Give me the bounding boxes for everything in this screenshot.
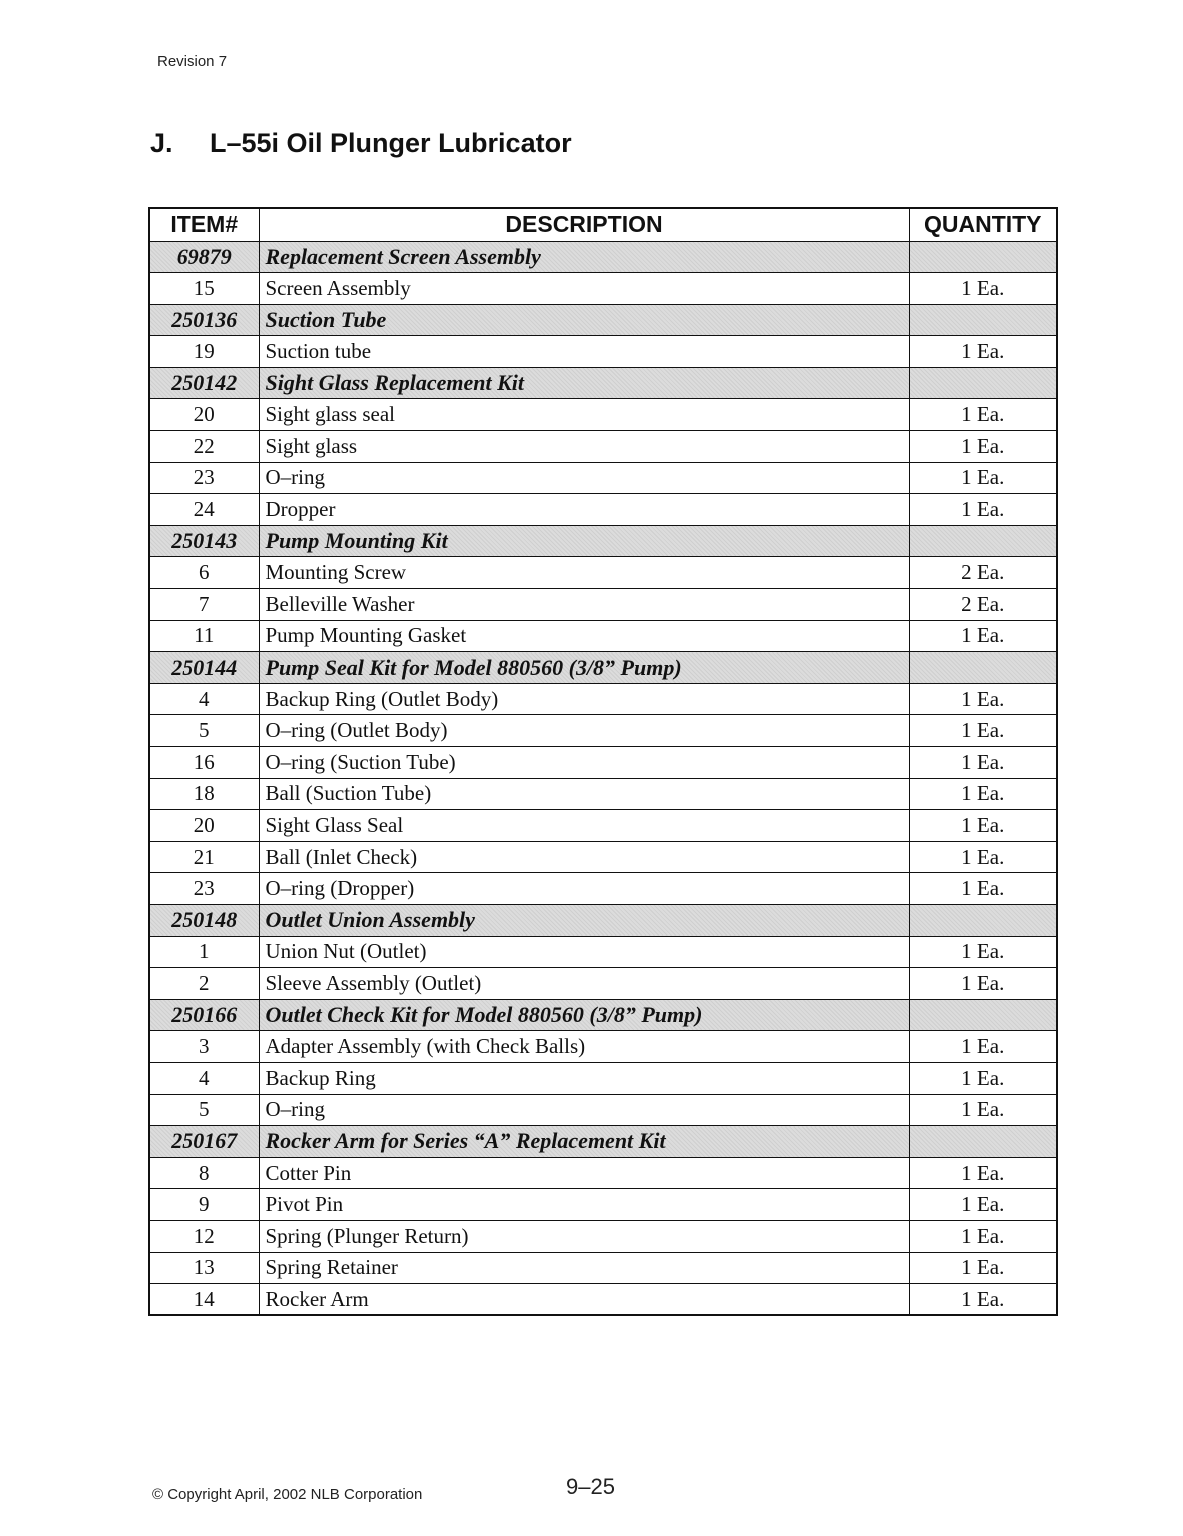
- description-cell: Sleeve Assembly (Outlet): [259, 968, 909, 1000]
- section-letter: J.: [150, 128, 173, 158]
- column-header-description: DESCRIPTION: [259, 208, 909, 241]
- description-cell: Mounting Screw: [259, 557, 909, 589]
- item-cell: 250148: [149, 904, 259, 936]
- kit-header-row: [149, 1126, 1057, 1158]
- table-row: [149, 778, 1057, 810]
- item-cell: 250144: [149, 652, 259, 684]
- description-cell: O–ring (Suction Tube): [259, 747, 909, 779]
- quantity-cell: 1 Ea.: [909, 715, 1057, 747]
- table-row: [149, 1062, 1057, 1094]
- parts-table-body: [149, 241, 1057, 1315]
- item-cell: 11: [149, 620, 259, 652]
- description-cell: Outlet Union Assembly: [259, 904, 909, 936]
- quantity-cell: 1 Ea.: [909, 873, 1057, 905]
- table-row: [149, 1220, 1057, 1252]
- table-row: [149, 462, 1057, 494]
- item-cell: 24: [149, 494, 259, 526]
- table-row: [149, 810, 1057, 842]
- item-cell: 1: [149, 936, 259, 968]
- quantity-cell: [909, 1126, 1057, 1158]
- table-row: [149, 1094, 1057, 1126]
- description-cell: Spring Retainer: [259, 1252, 909, 1284]
- description-cell: Rocker Arm: [259, 1284, 909, 1316]
- quantity-cell: 1 Ea.: [909, 683, 1057, 715]
- description-cell: Rocker Arm for Series “A” Replacement Kit: [259, 1126, 909, 1158]
- section-title-text: L–55i Oil Plunger Lubricator: [210, 128, 572, 158]
- description-cell: Union Nut (Outlet): [259, 936, 909, 968]
- table-row: [149, 968, 1057, 1000]
- item-cell: 9: [149, 1189, 259, 1221]
- item-cell: 14: [149, 1284, 259, 1316]
- description-cell: Sight glass seal: [259, 399, 909, 431]
- description-cell: Sight glass: [259, 431, 909, 463]
- quantity-cell: 1 Ea.: [909, 336, 1057, 368]
- item-cell: 69879: [149, 241, 259, 273]
- parts-table: [148, 207, 1058, 1316]
- table-row: [149, 715, 1057, 747]
- item-cell: 19: [149, 336, 259, 368]
- item-cell: 15: [149, 273, 259, 305]
- quantity-cell: 1 Ea.: [909, 1189, 1057, 1221]
- description-cell: Pump Mounting Gasket: [259, 620, 909, 652]
- description-cell: Sight Glass Replacement Kit: [259, 367, 909, 399]
- item-cell: 22: [149, 431, 259, 463]
- item-cell: 8: [149, 1157, 259, 1189]
- item-cell: 4: [149, 1062, 259, 1094]
- quantity-cell: 1 Ea.: [909, 968, 1057, 1000]
- item-cell: 3: [149, 1031, 259, 1063]
- table-row: [149, 1031, 1057, 1063]
- description-cell: Suction Tube: [259, 304, 909, 336]
- kit-header-row: [149, 904, 1057, 936]
- item-cell: 20: [149, 399, 259, 431]
- revision-label: Revision 7: [157, 53, 228, 70]
- quantity-cell: [909, 304, 1057, 336]
- description-cell: O–ring (Dropper): [259, 873, 909, 905]
- quantity-cell: 1 Ea.: [909, 431, 1057, 463]
- quantity-cell: 1 Ea.: [909, 1094, 1057, 1126]
- section-title: [150, 128, 572, 159]
- page-number: 9–25: [566, 1474, 615, 1499]
- description-cell: O–ring (Outlet Body): [259, 715, 909, 747]
- item-cell: 250167: [149, 1126, 259, 1158]
- description-cell: Replacement Screen Assembly: [259, 241, 909, 273]
- description-cell: Sight Glass Seal: [259, 810, 909, 842]
- quantity-cell: 2 Ea.: [909, 589, 1057, 621]
- item-cell: 7: [149, 589, 259, 621]
- table-row: [149, 1284, 1057, 1316]
- quantity-cell: 1 Ea.: [909, 810, 1057, 842]
- kit-header-row: [149, 999, 1057, 1031]
- quantity-cell: 1 Ea.: [909, 620, 1057, 652]
- quantity-cell: 1 Ea.: [909, 399, 1057, 431]
- column-header-item: ITEM#: [149, 208, 259, 241]
- quantity-cell: 1 Ea.: [909, 1062, 1057, 1094]
- table-header-row: [149, 208, 1057, 241]
- item-cell: 5: [149, 715, 259, 747]
- quantity-cell: [909, 525, 1057, 557]
- table-row: [149, 620, 1057, 652]
- table-row: [149, 557, 1057, 589]
- description-cell: O–ring: [259, 1094, 909, 1126]
- item-cell: 23: [149, 873, 259, 905]
- table-row: [149, 936, 1057, 968]
- item-cell: 12: [149, 1220, 259, 1252]
- quantity-cell: 1 Ea.: [909, 462, 1057, 494]
- quantity-cell: 1 Ea.: [909, 1220, 1057, 1252]
- table-row: [149, 399, 1057, 431]
- item-cell: 5: [149, 1094, 259, 1126]
- quantity-cell: [909, 904, 1057, 936]
- description-cell: Belleville Washer: [259, 589, 909, 621]
- item-cell: 20: [149, 810, 259, 842]
- column-header-quantity: QUANTITY: [909, 208, 1057, 241]
- description-cell: O–ring: [259, 462, 909, 494]
- description-cell: Pivot Pin: [259, 1189, 909, 1221]
- quantity-cell: 1 Ea.: [909, 494, 1057, 526]
- copyright-notice: © Copyright April, 2002 NLB Corporation: [152, 1486, 423, 1503]
- quantity-cell: 1 Ea.: [909, 1284, 1057, 1316]
- quantity-cell: 1 Ea.: [909, 747, 1057, 779]
- item-cell: 2: [149, 968, 259, 1000]
- kit-header-row: [149, 241, 1057, 273]
- item-cell: 21: [149, 841, 259, 873]
- item-cell: 250142: [149, 367, 259, 399]
- quantity-cell: 1 Ea.: [909, 1252, 1057, 1284]
- table-row: [149, 841, 1057, 873]
- description-cell: Adapter Assembly (with Check Balls): [259, 1031, 909, 1063]
- description-cell: Screen Assembly: [259, 273, 909, 305]
- description-cell: Ball (Suction Tube): [259, 778, 909, 810]
- quantity-cell: 1 Ea.: [909, 778, 1057, 810]
- table-row: [149, 273, 1057, 305]
- kit-header-row: [149, 652, 1057, 684]
- table-row: [149, 1189, 1057, 1221]
- item-cell: 23: [149, 462, 259, 494]
- item-cell: 18: [149, 778, 259, 810]
- quantity-cell: 1 Ea.: [909, 273, 1057, 305]
- description-cell: Backup Ring: [259, 1062, 909, 1094]
- table-row: [149, 747, 1057, 779]
- quantity-cell: [909, 652, 1057, 684]
- quantity-cell: 2 Ea.: [909, 557, 1057, 589]
- item-cell: 250166: [149, 999, 259, 1031]
- kit-header-row: [149, 304, 1057, 336]
- quantity-cell: 1 Ea.: [909, 936, 1057, 968]
- quantity-cell: [909, 367, 1057, 399]
- item-cell: 4: [149, 683, 259, 715]
- kit-header-row: [149, 525, 1057, 557]
- table-row: [149, 494, 1057, 526]
- table-row: [149, 336, 1057, 368]
- item-cell: 13: [149, 1252, 259, 1284]
- description-cell: Backup Ring (Outlet Body): [259, 683, 909, 715]
- description-cell: Outlet Check Kit for Model 880560 (3/8” Pump): [259, 999, 909, 1031]
- description-cell: Dropper: [259, 494, 909, 526]
- table-row: [149, 589, 1057, 621]
- table-row: [149, 683, 1057, 715]
- table-row: [149, 431, 1057, 463]
- kit-header-row: [149, 367, 1057, 399]
- quantity-cell: 1 Ea.: [909, 1157, 1057, 1189]
- table-row: [149, 873, 1057, 905]
- quantity-cell: [909, 241, 1057, 273]
- description-cell: Pump Seal Kit for Model 880560 (3/8” Pump): [259, 652, 909, 684]
- description-cell: Spring (Plunger Return): [259, 1220, 909, 1252]
- quantity-cell: [909, 999, 1057, 1031]
- description-cell: Ball (Inlet Check): [259, 841, 909, 873]
- item-cell: 250143: [149, 525, 259, 557]
- description-cell: Pump Mounting Kit: [259, 525, 909, 557]
- item-cell: 250136: [149, 304, 259, 336]
- item-cell: 16: [149, 747, 259, 779]
- table-row: [149, 1252, 1057, 1284]
- quantity-cell: 1 Ea.: [909, 1031, 1057, 1063]
- description-cell: Suction tube: [259, 336, 909, 368]
- description-cell: Cotter Pin: [259, 1157, 909, 1189]
- item-cell: 6: [149, 557, 259, 589]
- table-row: [149, 1157, 1057, 1189]
- quantity-cell: 1 Ea.: [909, 841, 1057, 873]
